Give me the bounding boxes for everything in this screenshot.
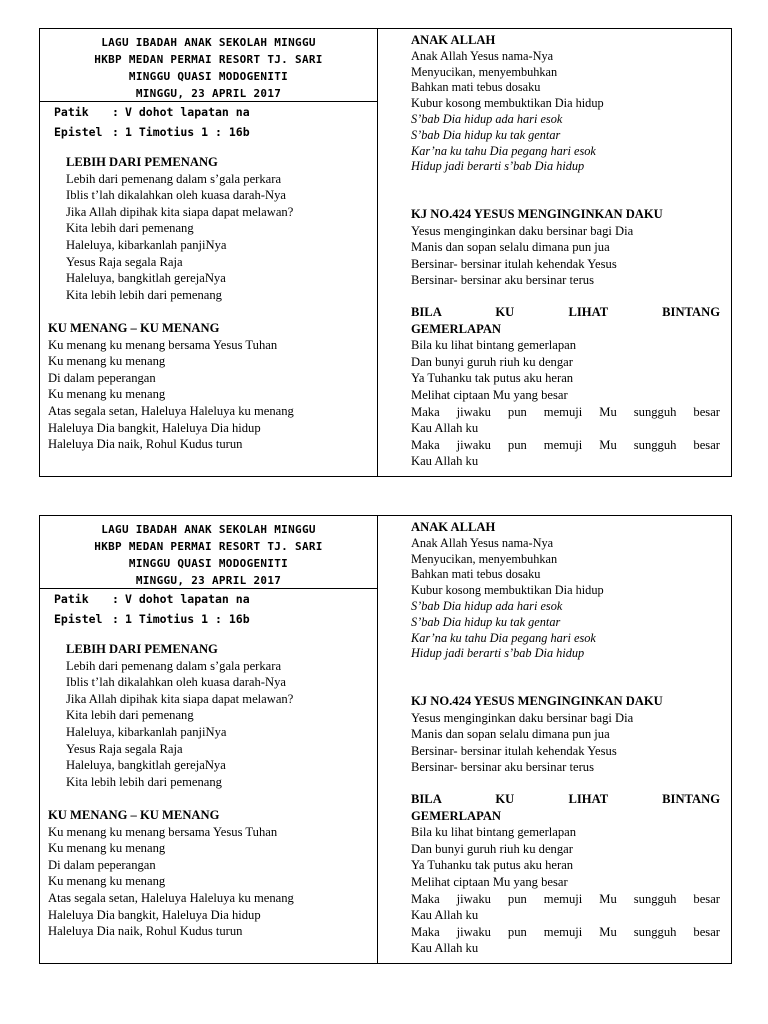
lyric-line: Haleluya, bangkitlah gerejaNya — [66, 758, 226, 773]
lyric-line: Ku menang ku menang — [48, 841, 166, 856]
song-title: KU MENANG – KU MENANG — [48, 321, 220, 335]
lyric-line: Bahkan mati tebus dosaku — [411, 80, 541, 95]
lyric-line: Hidup jadi berarti s’bab Dia hidup — [411, 159, 585, 174]
song-lines — [411, 337, 720, 470]
lyric-line: Anak Allah Yesus nama-Nya — [411, 48, 554, 63]
lyric-line: Kau Allah ku — [411, 421, 479, 436]
epistel-label: Epistel — [54, 125, 103, 139]
lyric-line: Bahkan mati tebus dosaku — [411, 567, 541, 582]
lyric-line: Maka jiwaku pun memuji Mu sungguh besar — [411, 404, 720, 419]
song-title-line-1: BILA KU LIHAT BINTANG — [411, 305, 720, 319]
song-title: LEBIH DARI PEMENANG — [66, 155, 218, 169]
header-line-2: HKBP MEDAN PERMAI RESORT TJ. SARI — [94, 53, 323, 66]
lyric-line: S’bab Dia hidup ku tak gentar — [411, 127, 561, 142]
lyric-line: Kau Allah ku — [411, 908, 479, 923]
song-title: ANAK ALLAH — [411, 520, 496, 534]
epistel-colon: : — [112, 612, 119, 626]
right-column — [377, 29, 732, 476]
epistel-value: 1 Timotius 1 : 16b — [125, 125, 250, 139]
lyric-line: Ku menang ku menang — [48, 354, 166, 369]
song-lebih-dari-pemenang — [66, 641, 293, 790]
left-column — [40, 29, 377, 476]
lyric-line: Lebih dari pemenang dalam s’gala perkara — [66, 171, 282, 186]
lyric-line: Ku menang ku menang — [48, 387, 166, 402]
lyric-line: Iblis t’lah dikalahkan oleh kuasa darah-Nya — [66, 675, 286, 690]
header-line-3: MINGGU QUASI MODOGENITI — [128, 557, 289, 570]
song-title-line-2: GEMERLAPAN — [411, 321, 502, 336]
lyric-line: Manis dan sopan selalu dimana pun jua — [411, 240, 610, 255]
song-title-line-1: BILA KU LIHAT BINTANG — [411, 792, 720, 806]
lyric-line: Hidup jadi berarti s’bab Dia hidup — [411, 646, 585, 661]
lyric-line: Dan bunyi guruh riuh ku dengar — [411, 354, 573, 369]
song-ku-menang — [48, 320, 294, 453]
song-title: KJ NO.424 YESUS MENGINGINKAN DAKU — [411, 694, 663, 708]
lyric-line: Ku menang ku menang bersama Yesus Tuhan — [48, 337, 278, 352]
patik-colon: : — [112, 105, 119, 119]
sheet-header — [40, 34, 377, 102]
song-lebih-dari-pemenang — [66, 154, 293, 303]
lyric-line: Atas segala setan, Haleluya Haleluya ku menang — [48, 403, 294, 418]
song-title: KJ NO.424 YESUS MENGINGINKAN DAKU — [411, 207, 663, 221]
lyric-line: Yesus menginginkan daku bersinar bagi Dia — [411, 223, 634, 238]
song-lines — [411, 824, 720, 957]
lyric-line: Haleluya, kibarkanlah panjiNya — [66, 237, 227, 252]
lyric-line: Menyucikan, menyembuhkan — [411, 551, 558, 566]
song-ku-menang — [48, 807, 294, 940]
lyric-line: Iblis t’lah dikalahkan oleh kuasa darah-Nya — [66, 188, 286, 203]
lyric-line: Haleluya, bangkitlah gerejaNya — [66, 271, 226, 286]
lyric-line: Haleluya Dia bangkit, Haleluya Dia hidup — [48, 907, 261, 922]
song-lines — [48, 824, 294, 940]
lyric-line: S’bab Dia hidup ku tak gentar — [411, 614, 561, 629]
patik-label: Patik — [54, 592, 89, 606]
lyric-line: Kita lebih lebih dari pemenang — [66, 774, 222, 789]
lyric-line: Ku menang ku menang — [48, 874, 166, 889]
lyric-line: Kita lebih dari pemenang — [66, 708, 194, 723]
lyric-line: Maka jiwaku pun memuji Mu sungguh besar — [411, 891, 720, 906]
lyric-line: Yesus Raja segala Raja — [66, 254, 183, 269]
header-line-3: MINGGU QUASI MODOGENITI — [128, 70, 289, 83]
lyric-line: Kau Allah ku — [411, 454, 479, 469]
song-sheet-card — [39, 515, 732, 964]
header-divider — [40, 101, 377, 102]
right-column — [377, 516, 732, 963]
lyric-line: Ku menang ku menang bersama Yesus Tuhan — [48, 824, 278, 839]
lyric-line: Bersinar- bersinar aku bersinar terus — [411, 760, 594, 775]
lyric-line: Haleluya, kibarkanlah panjiNya — [66, 724, 227, 739]
header-divider — [40, 588, 377, 589]
song-title: KU MENANG – KU MENANG — [48, 808, 220, 822]
song-lines — [411, 223, 663, 289]
song-lines — [66, 171, 293, 304]
lyric-line: Lebih dari pemenang dalam s’gala perkara — [66, 658, 282, 673]
epistel-colon: : — [112, 125, 119, 139]
lyric-line: Atas segala setan, Haleluya Haleluya ku menang — [48, 890, 294, 905]
lyric-line: Manis dan sopan selalu dimana pun jua — [411, 727, 610, 742]
song-lines — [411, 49, 604, 175]
song-lines — [48, 337, 294, 453]
song-bila-ku-lihat-bintang — [411, 791, 720, 957]
lyric-line: Dan bunyi guruh riuh ku dengar — [411, 841, 573, 856]
song-anak-allah — [411, 33, 604, 175]
lyric-line: Bila ku lihat bintang gemerlapan — [411, 825, 577, 840]
song-anak-allah — [411, 520, 604, 662]
lyric-line: Bersinar- bersinar itulah kehendak Yesus — [411, 256, 617, 271]
sheet-header — [40, 521, 377, 589]
left-column — [40, 516, 377, 963]
patik-colon: : — [112, 592, 119, 606]
header-line-4: MINGGU, 23 APRIL 2017 — [135, 574, 282, 587]
header-line-1: LAGU IBADAH ANAK SEKOLAH MINGGU — [101, 523, 316, 536]
song-yesus-menginginkan-daku — [411, 693, 663, 776]
patik-row — [54, 592, 250, 606]
lyric-line: Kar’na ku tahu Dia pegang hari esok — [411, 143, 596, 158]
song-title: LEBIH DARI PEMENANG — [66, 642, 218, 656]
epistel-value: 1 Timotius 1 : 16b — [125, 612, 250, 626]
patik-row — [54, 105, 250, 119]
lyric-line: Jika Allah dipihak kita siapa dapat melawan? — [66, 204, 294, 219]
lyric-line: Maka jiwaku pun memuji Mu sungguh besar — [411, 924, 720, 939]
epistel-row — [54, 612, 250, 626]
header-line-2: HKBP MEDAN PERMAI RESORT TJ. SARI — [94, 540, 323, 553]
song-bila-ku-lihat-bintang — [411, 304, 720, 470]
lyric-line: Di dalam peperangan — [48, 370, 156, 385]
lyric-line: Kubur kosong membuktikan Dia hidup — [411, 96, 604, 111]
lyric-line: Haleluya Dia bangkit, Haleluya Dia hidup — [48, 420, 261, 435]
song-title-line-2: GEMERLAPAN — [411, 808, 502, 823]
lyric-line: Jika Allah dipihak kita siapa dapat melawan? — [66, 691, 294, 706]
lyric-line: Ya Tuhanku tak putus aku heran — [411, 371, 574, 386]
lyric-line: Kau Allah ku — [411, 941, 479, 956]
epistel-row — [54, 125, 250, 139]
header-line-1: LAGU IBADAH ANAK SEKOLAH MINGGU — [101, 36, 316, 49]
lyric-line: Maka jiwaku pun memuji Mu sungguh besar — [411, 437, 720, 452]
header-line-4: MINGGU, 23 APRIL 2017 — [135, 87, 282, 100]
lyric-line: Di dalam peperangan — [48, 857, 156, 872]
song-sheet-card — [39, 28, 732, 477]
patik-label: Patik — [54, 105, 89, 119]
lyric-line: Ya Tuhanku tak putus aku heran — [411, 858, 574, 873]
song-lines — [411, 536, 604, 662]
song-lines — [411, 710, 663, 776]
lyric-line: Bersinar- bersinar itulah kehendak Yesus — [411, 743, 617, 758]
patik-value: V dohot lapatan na — [125, 105, 250, 119]
lyric-line: Yesus menginginkan daku bersinar bagi Dia — [411, 710, 634, 725]
lyric-line: Kita lebih dari pemenang — [66, 221, 194, 236]
lyric-line: Bersinar- bersinar aku bersinar terus — [411, 273, 594, 288]
patik-value: V dohot lapatan na — [125, 592, 250, 606]
lyric-line: Menyucikan, menyembuhkan — [411, 64, 558, 79]
lyric-line: S’bab Dia hidup ada hari esok — [411, 598, 563, 613]
lyric-line: Haleluya Dia naik, Rohul Kudus turun — [48, 437, 243, 452]
lyric-line: Yesus Raja segala Raja — [66, 741, 183, 756]
lyric-line: Kar’na ku tahu Dia pegang hari esok — [411, 630, 596, 645]
lyric-line: Kita lebih lebih dari pemenang — [66, 287, 222, 302]
lyric-line: Melihat ciptaan Mu yang besar — [411, 387, 568, 402]
lyric-line: Kubur kosong membuktikan Dia hidup — [411, 583, 604, 598]
lyric-line: Melihat ciptaan Mu yang besar — [411, 874, 568, 889]
epistel-label: Epistel — [54, 612, 103, 626]
lyric-line: S’bab Dia hidup ada hari esok — [411, 111, 563, 126]
lyric-line: Bila ku lihat bintang gemerlapan — [411, 338, 577, 353]
lyric-line: Haleluya Dia naik, Rohul Kudus turun — [48, 924, 243, 939]
song-yesus-menginginkan-daku — [411, 206, 663, 289]
song-title: ANAK ALLAH — [411, 33, 496, 47]
song-lines — [66, 658, 293, 791]
lyric-line: Anak Allah Yesus nama-Nya — [411, 535, 554, 550]
